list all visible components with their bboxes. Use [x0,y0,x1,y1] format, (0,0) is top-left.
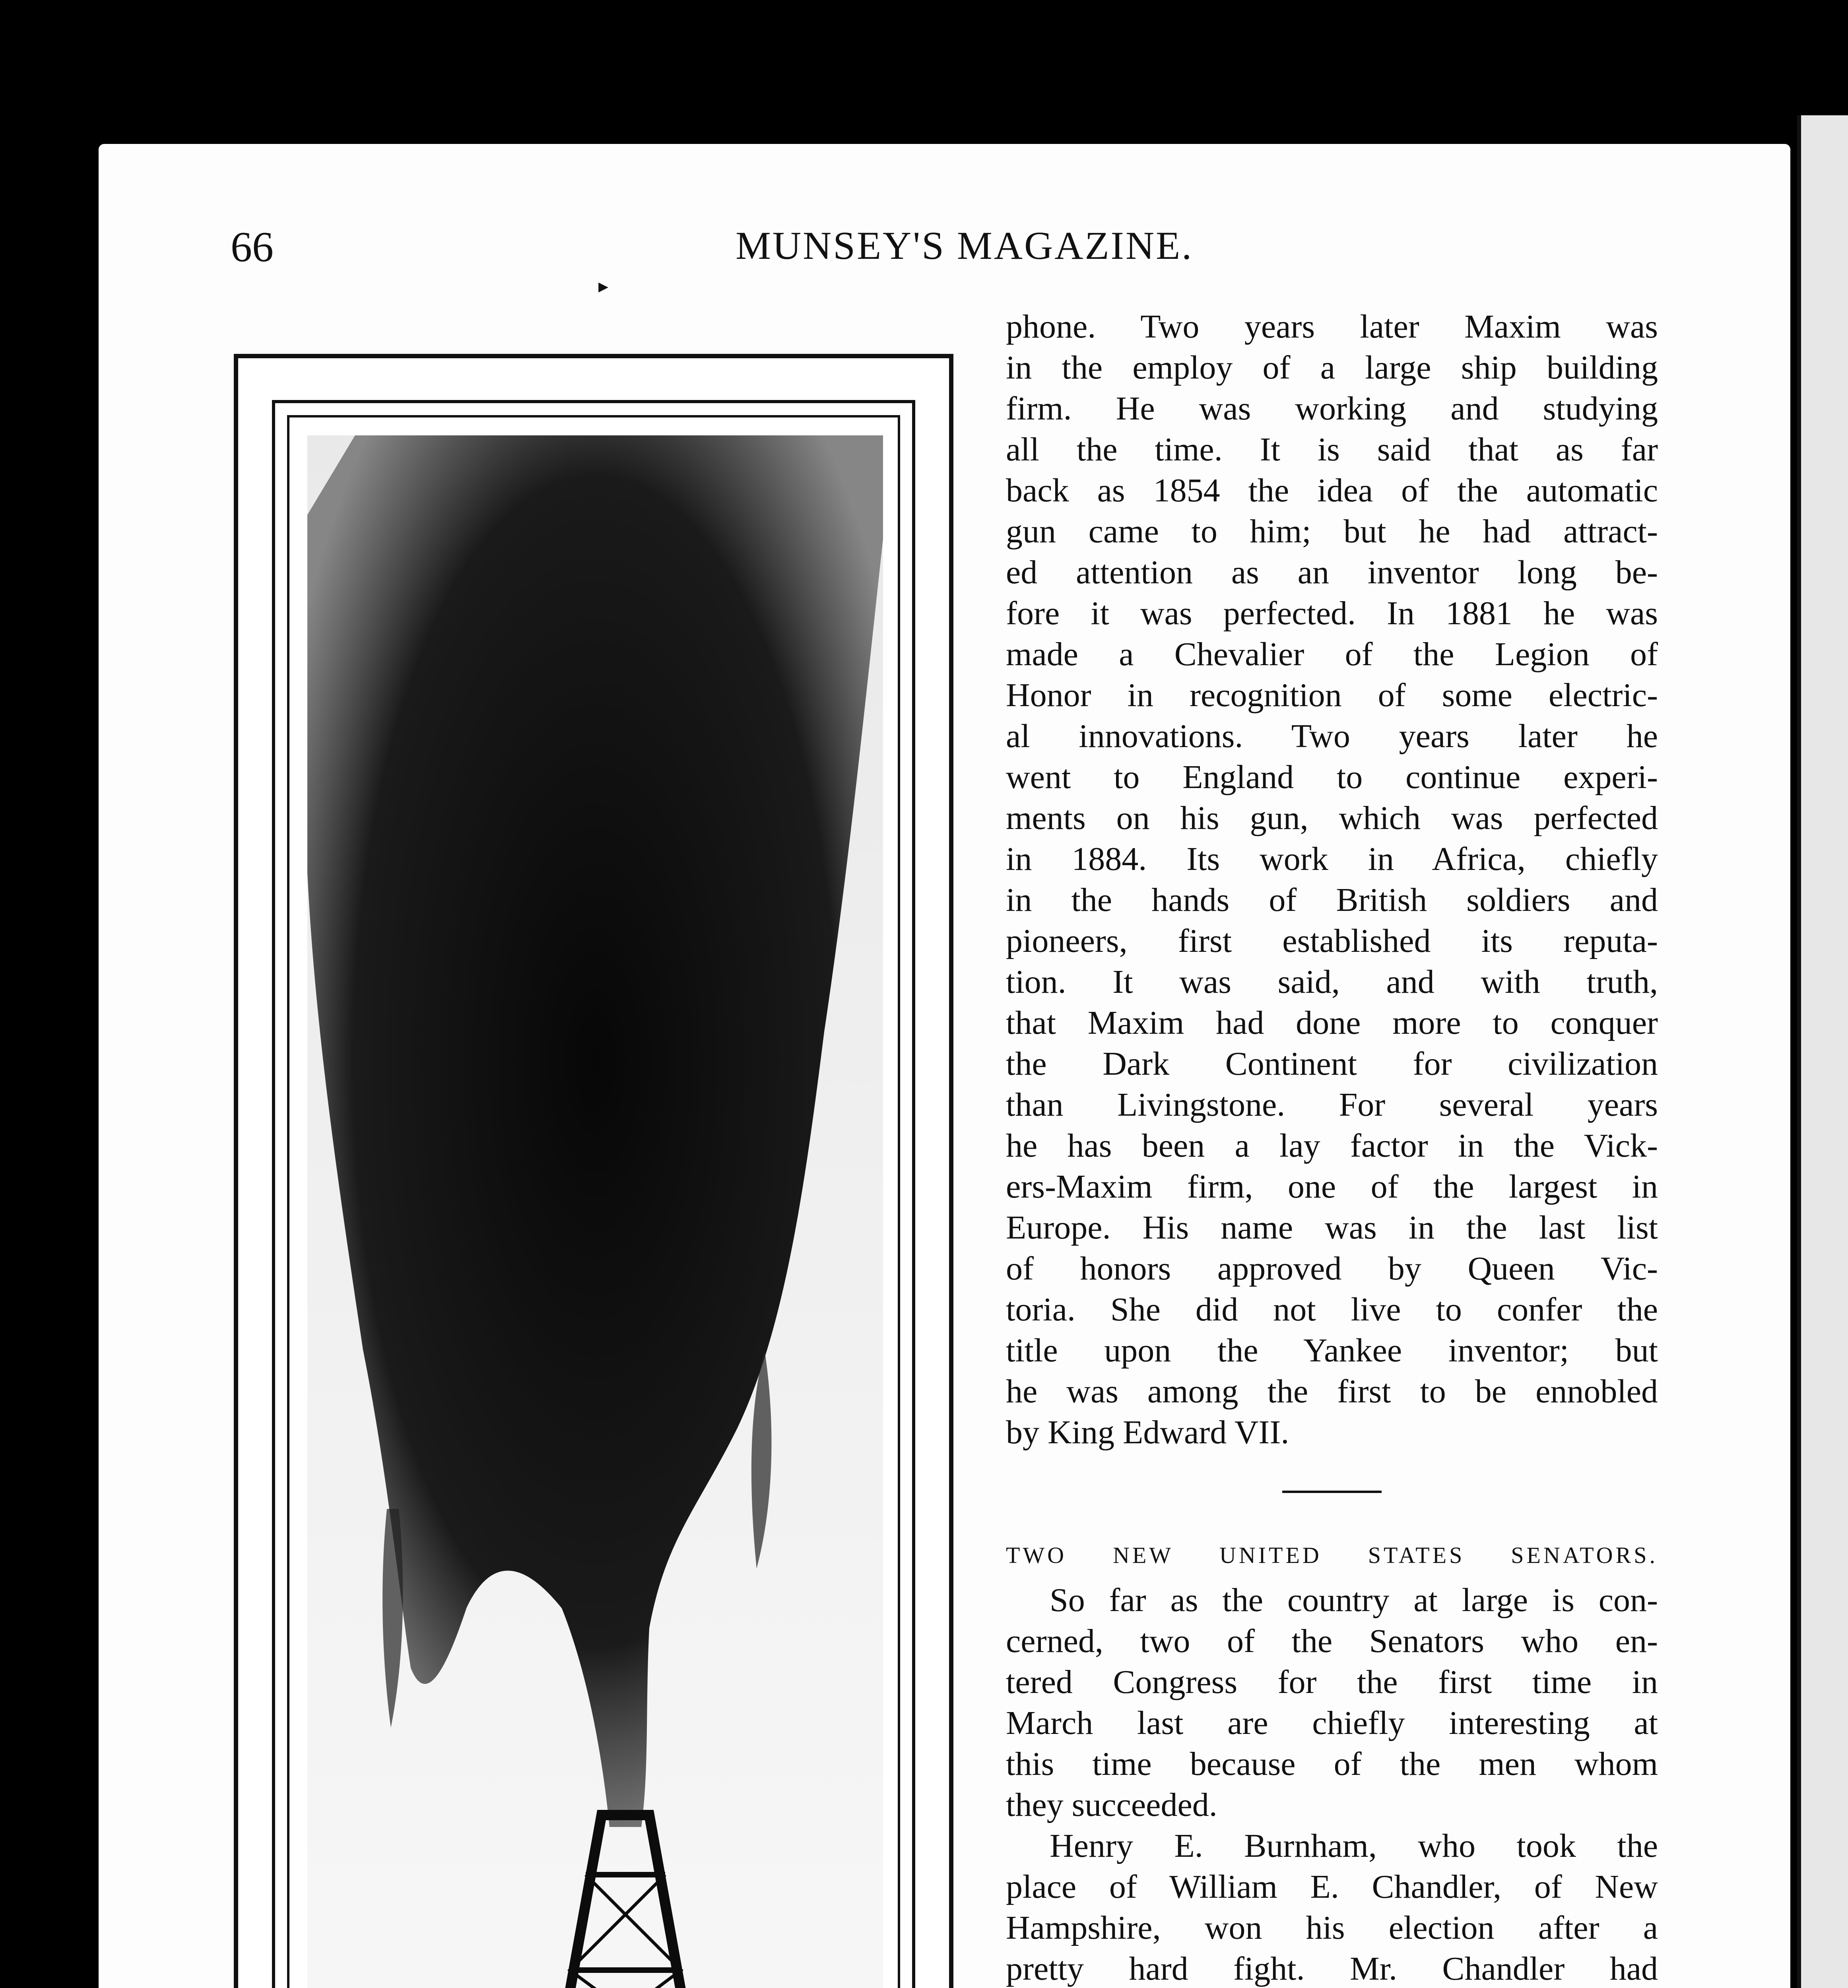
text-line: gun came to him; but he had attract- [1006,513,1658,550]
text-line: than Livingstone. For several years [1006,1086,1658,1123]
article-text-column [1006,306,1658,1988]
text-line: March last are chiefly interesting at [1006,1705,1658,1741]
text-line: all the time. It is said that as far [1006,431,1658,468]
paragraph-senators [1006,1580,1658,1825]
text-line: he has been a lay factor in the Vick- [1006,1127,1658,1164]
text-line: Hampshire, won his election after a [1006,1909,1658,1946]
text-line: in the hands of British soldiers and [1006,881,1658,918]
text-line: by King Edward VII. [1006,1414,1289,1451]
text-line: title upon the Yankee inventor; but [1006,1332,1658,1369]
photo-inner-border-2 [287,415,900,1988]
photo-frame [234,354,953,1988]
text-line: cerned, two of the Senators who en- [1006,1623,1658,1660]
text-line: the Dark Continent for civilization [1006,1045,1658,1082]
text-line: firm. He was working and studying [1006,390,1658,427]
text-line: went to England to continue experi- [1006,759,1658,796]
page-number: 66 [231,223,274,271]
text-line: made a Chevalier of the Legion of [1006,636,1658,673]
text-line: ments on his gun, which was perfected [1006,800,1658,837]
section-divider [1282,1491,1382,1493]
text-line: in 1884. Its work in Africa, chiefly [1006,841,1658,878]
adjacent-page-edge [1797,115,1848,1988]
paragraph-burnham [1006,1825,1658,1988]
text-line: they succeeded. [1006,1786,1217,1823]
text-line: of honors approved by Queen Vic- [1006,1250,1658,1287]
text-line: phone. Two years later Maxim was [1006,308,1658,345]
text-line: tered Congress for the first time in [1006,1664,1658,1701]
text-line: tion. It was said, and with truth, [1006,963,1658,1000]
paragraph-maxim [1006,306,1658,1453]
text-line: back as 1854 the idea of the automatic [1006,472,1658,509]
text-line: Europe. His name was in the last list [1006,1209,1658,1246]
text-line: pioneers, first established its reputa- [1006,922,1658,959]
section-heading: TWO NEW UNITED STATES SENATORS. [1006,1542,1658,1568]
text-line: ers-Maxim firm, one of the largest in [1006,1168,1658,1205]
text-line: this time because of the men whom [1006,1745,1658,1782]
text-line: place of William E. Chandler, of New [1006,1868,1658,1905]
photo-inner-border [272,400,915,1988]
text-line: pretty hard fight. Mr. Chandler had [1006,1950,1658,1987]
stray-ink-mark: ▸ [598,275,609,297]
text-line: he was among the first to be ennobled [1006,1373,1658,1410]
text-line: al innovations. Two years later he [1006,718,1658,755]
text-line: Honor in recognition of some electric- [1006,677,1658,714]
text-line: So far as the country at large is con- [1050,1582,1658,1619]
text-line: that Maxim had done more to conquer [1006,1004,1658,1041]
running-title: MUNSEY'S MAGAZINE. [736,223,1194,268]
text-line: Henry E. Burnham, who took the [1050,1827,1658,1864]
oil-gusher-photo [307,435,883,1988]
text-line: in the employ of a large ship building [1006,349,1658,386]
text-line: ed attention as an inventor long be- [1006,554,1658,591]
text-line: fore it was perfected. In 1881 he was [1006,595,1658,632]
text-line: toria. She did not live to confer the [1006,1291,1658,1328]
